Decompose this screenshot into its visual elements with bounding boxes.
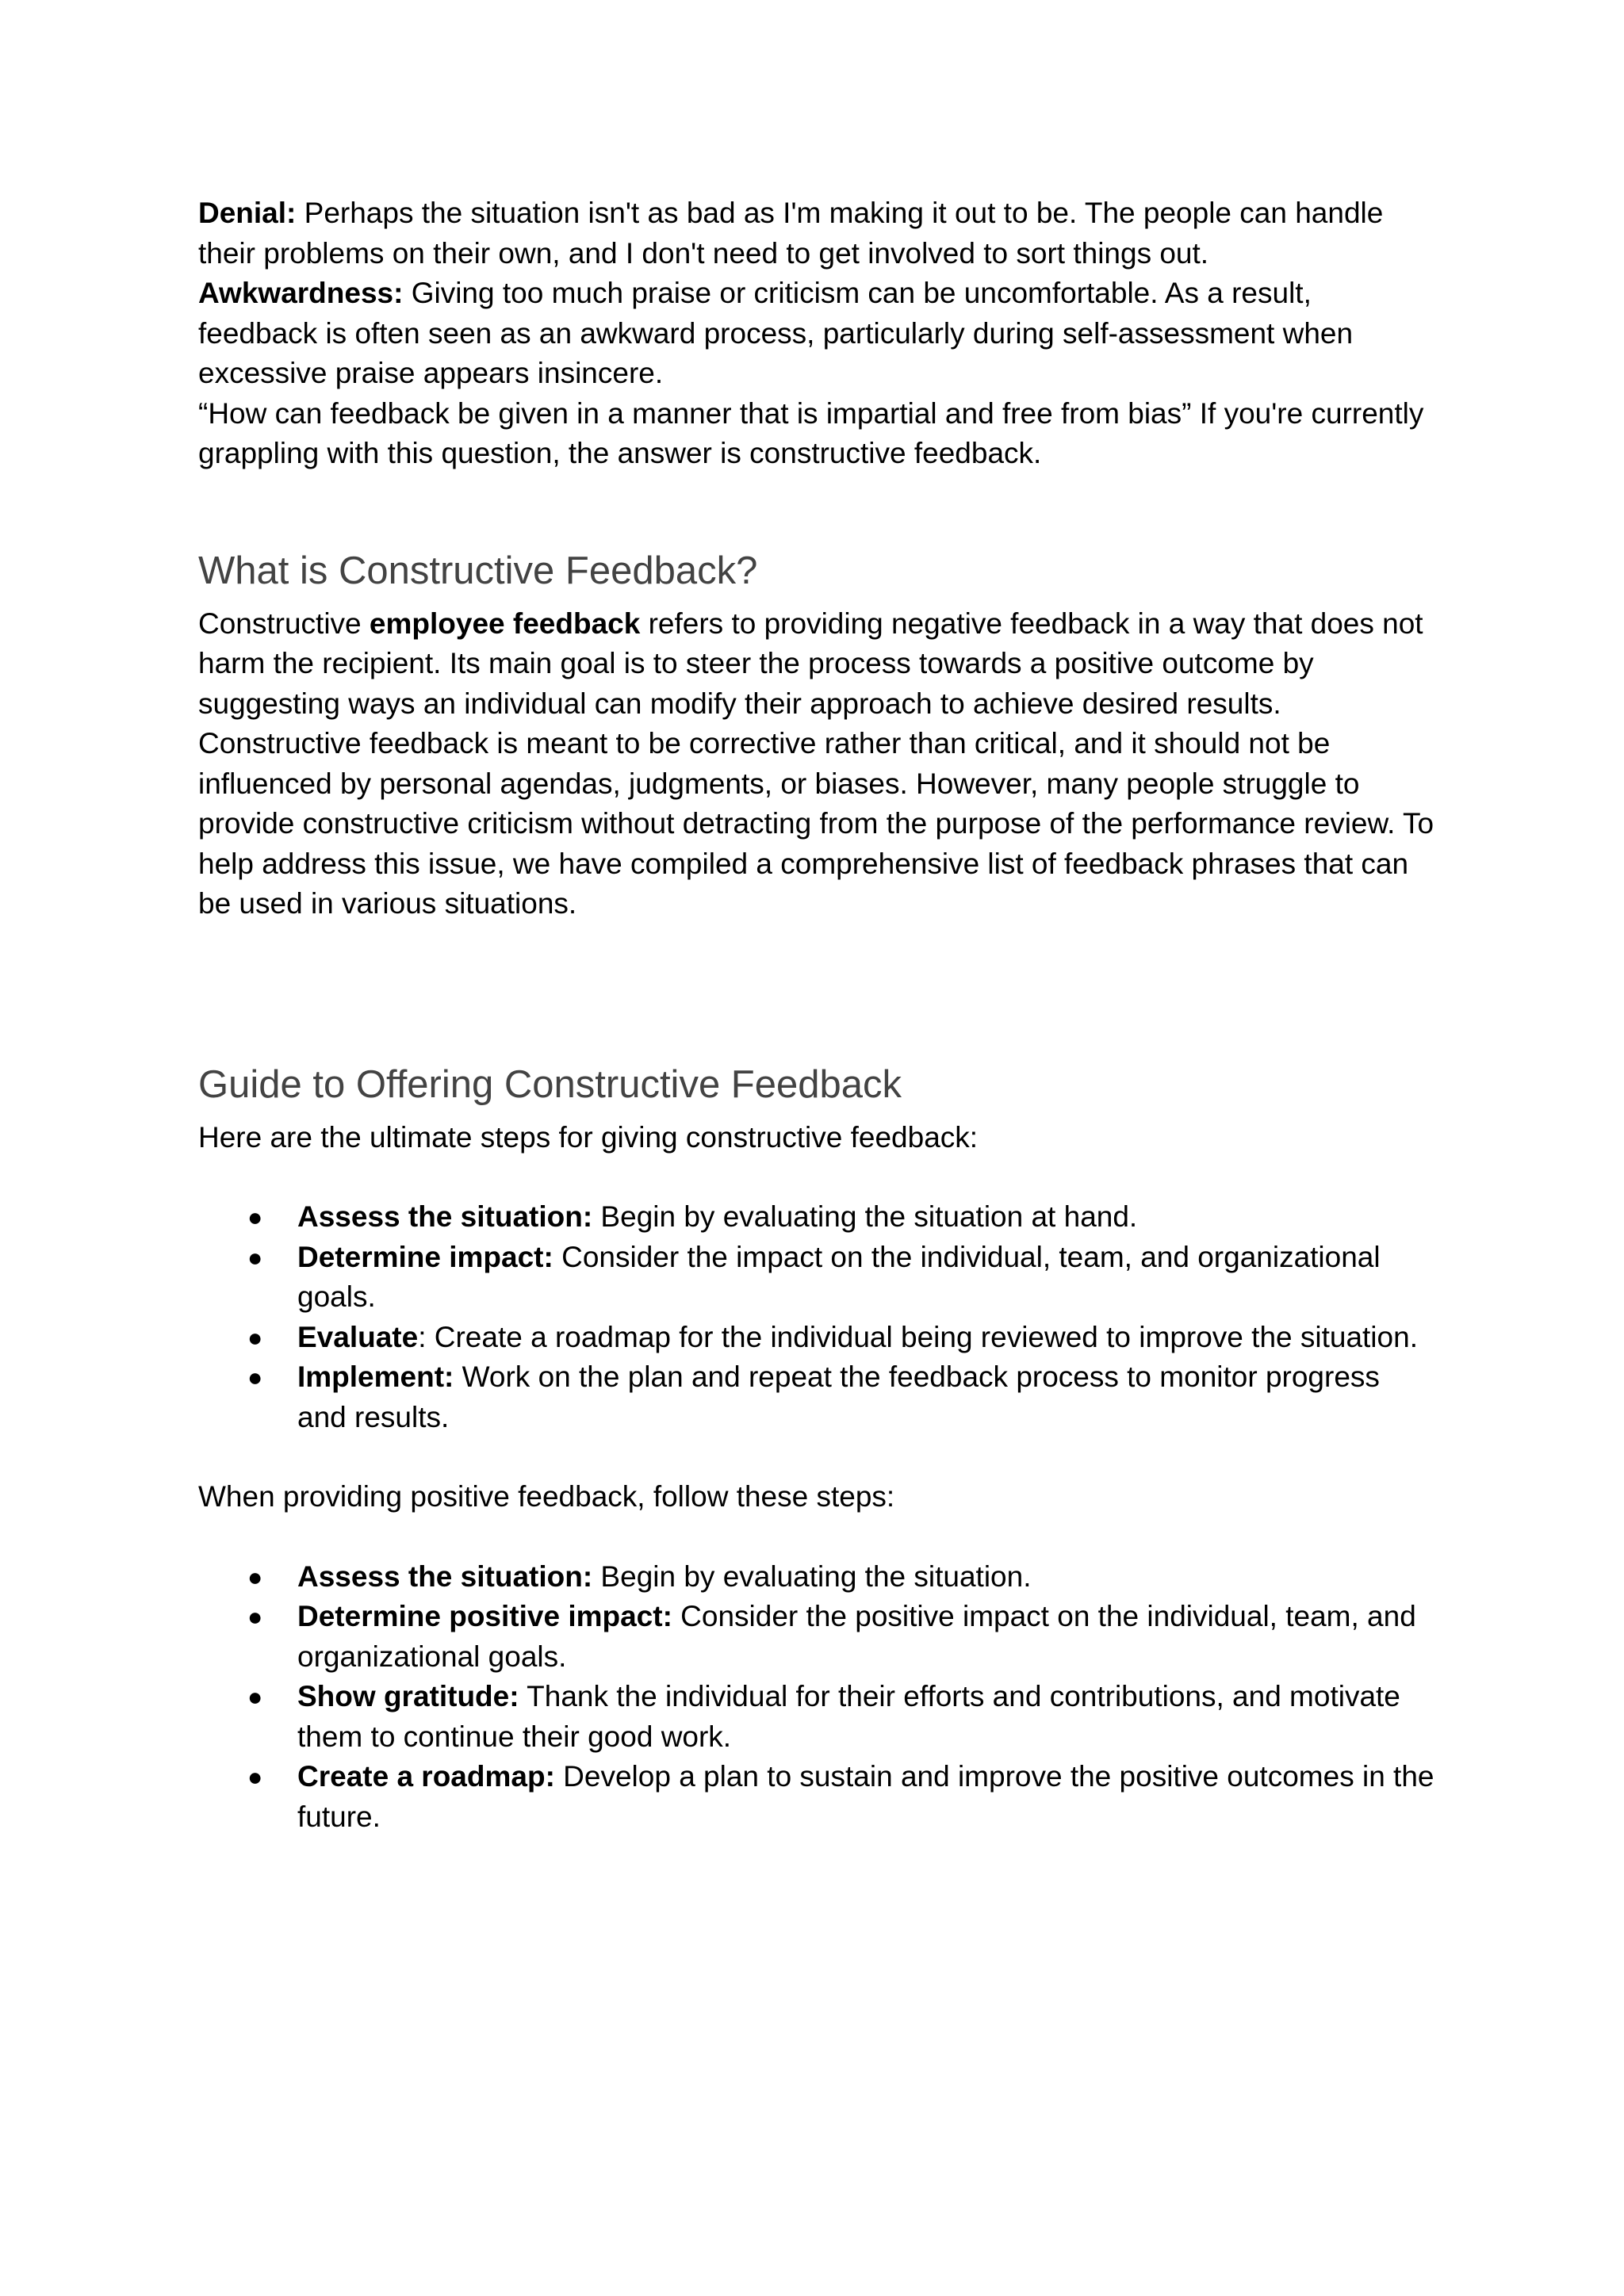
denial-label: Denial: bbox=[198, 197, 297, 229]
step-text: Consider the positive impact on the individual, team, and organizational goals. bbox=[297, 1600, 1416, 1673]
document-page bbox=[198, 193, 1435, 1877]
list-item bbox=[198, 1557, 1435, 1598]
denial-paragraph bbox=[198, 193, 1435, 274]
step-text: : Create a roadmap for the individual being reviewed to improve the situation. bbox=[418, 1320, 1418, 1353]
bullet-icon: ● bbox=[247, 1602, 263, 1631]
step-label: Assess the situation: bbox=[297, 1200, 593, 1233]
awkwardness-paragraph bbox=[198, 274, 1435, 394]
bullet-icon: ● bbox=[247, 1242, 263, 1272]
list-item bbox=[198, 1757, 1435, 1837]
positive-steps-intro: When providing positive feedback, follow these steps: bbox=[198, 1480, 895, 1513]
list-item bbox=[198, 1597, 1435, 1677]
step-label: Evaluate bbox=[297, 1320, 419, 1353]
step-text: Begin by evaluating the situation at hand. bbox=[592, 1200, 1138, 1233]
bullet-icon: ● bbox=[247, 1562, 263, 1591]
step-label: Show gratitude: bbox=[297, 1680, 519, 1712]
step-label: Assess the situation: bbox=[297, 1559, 593, 1593]
list-item bbox=[198, 1677, 1435, 1757]
bullet-icon: ● bbox=[247, 1322, 263, 1352]
step-text: Work on the plan and repeat the feedback process to monitor progress and results. bbox=[297, 1360, 1380, 1433]
step-text: Consider the impact on the individual, team, and organizational goals. bbox=[297, 1240, 1381, 1313]
definition-start: Constructive bbox=[198, 607, 370, 640]
list-item bbox=[198, 1197, 1435, 1238]
awkwardness-label: Awkwardness: bbox=[198, 277, 404, 309]
step-text: Begin by evaluating the situation. bbox=[592, 1559, 1032, 1593]
constructive-steps-list bbox=[198, 1197, 1435, 1437]
list-item bbox=[198, 1357, 1435, 1437]
step-label: Create a roadmap: bbox=[297, 1760, 555, 1793]
awkwardness-text: Giving too much praise or criticism can be uncomfortable. As a result, feedback is often seen as an awkward process, particularly during self-assessment when excessive praise appears insincere. bbox=[198, 277, 1354, 389]
step-label: Implement: bbox=[297, 1360, 454, 1393]
steps-intro: Here are the ultimate steps for giving constructive feedback: bbox=[198, 1120, 979, 1154]
section-heading-what-is: What is Constructive Feedback? bbox=[198, 549, 758, 592]
bullet-icon: ● bbox=[247, 1682, 263, 1711]
bullet-icon: ● bbox=[247, 1203, 263, 1231]
bullet-icon: ● bbox=[247, 1762, 263, 1791]
definition-paragraph bbox=[198, 604, 1435, 924]
definition-rest: refers to providing negative feedback in a way that does not harm the recipient. Its main goal is to steer the process towards a positive outcome by suggesting ways an individual can modify their approach to achieve desired results. Constructive feedback is meant to be corrective rather than critical, and it should not be influenced by personal agendas, judgments, or biases. However, many people struggle to provide constructive criticism without detracting from the purpose of the performance review. To help address this issue, we have compiled a comprehensive list of feedback phrases that can be used in various situations. bbox=[198, 607, 1434, 920]
positive-steps-list bbox=[198, 1557, 1435, 1838]
denial-text: Perhaps the situation isn't as bad as I'm making it out to be. The people can handle their problems on their own, and I don't need to get involved to sort things out. bbox=[198, 197, 1384, 270]
step-text: Thank the individual for their efforts and contributions, and motivate them to continue their good work. bbox=[297, 1680, 1400, 1753]
step-text: Develop a plan to sustain and improve the positive outcomes in the future. bbox=[297, 1760, 1434, 1833]
step-label: Determine impact: bbox=[297, 1240, 553, 1273]
definition-bold: employee feedback bbox=[369, 607, 641, 640]
step-label: Determine positive impact: bbox=[297, 1600, 672, 1632]
section-heading-guide: Guide to Offering Constructive Feedback bbox=[198, 1062, 902, 1106]
list-item bbox=[198, 1318, 1435, 1358]
list-item bbox=[198, 1238, 1435, 1318]
question-paragraph: “How can feedback be given in a manner that is impartial and free from bias” If you're currently grappling with this question, the answer is constructive feedback. bbox=[198, 396, 1424, 469]
bullet-icon: ● bbox=[247, 1363, 263, 1391]
